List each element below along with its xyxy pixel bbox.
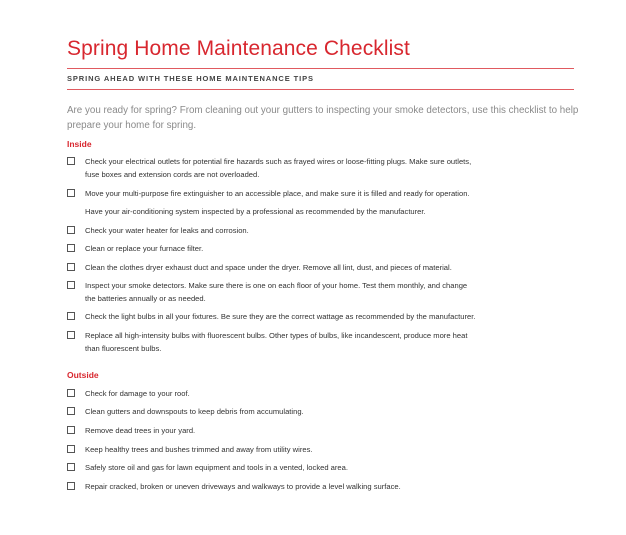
checkbox[interactable] — [67, 445, 75, 453]
inside-heading: Inside — [67, 139, 92, 149]
outside-heading: Outside — [67, 370, 99, 380]
page-title: Spring Home Maintenance Checklist — [67, 37, 410, 60]
checkbox[interactable] — [67, 426, 75, 434]
checkbox[interactable] — [67, 157, 75, 165]
item-text-line1: Check for damage to your roof. — [85, 389, 190, 398]
intro-paragraph: Are you ready for spring? From cleaning out your gutters to inspecting your smoke detectors, use this checklist to help prepare your home for spring. — [67, 105, 579, 131]
item-text-line1: Clean the clothes dryer exhaust duct and space under the dryer. Remove all lint, dust, and pieces of material. — [85, 263, 452, 272]
checkbox[interactable] — [67, 281, 75, 289]
checkbox[interactable] — [67, 312, 75, 320]
bottom-divider — [67, 89, 574, 90]
item-text-line2: Have your air-conditioning system inspected by a professional as recommended by the manufacturer. — [85, 207, 426, 216]
checkbox[interactable] — [67, 226, 75, 234]
checkbox[interactable] — [67, 389, 75, 397]
checkbox[interactable] — [67, 189, 75, 197]
checkbox[interactable] — [67, 482, 75, 490]
item-text-line1: Replace all high-intensity bulbs with fluorescent bulbs. Other types of bulbs, like incandescent, produce more heat — [85, 331, 468, 340]
item-text-line1: Safely store oil and gas for lawn equipment and tools in a vented, locked area. — [85, 463, 348, 472]
item-text-line1: Clean gutters and downspouts to keep debris from accumulating. — [85, 407, 304, 416]
item-text-line1: Keep healthy trees and bushes trimmed and away from utility wires. — [85, 445, 313, 454]
item-text-line2: the batteries annually or as needed. — [85, 294, 206, 303]
checkbox[interactable] — [67, 331, 75, 339]
item-text-line1: Check your water heater for leaks and corrosion. — [85, 226, 249, 235]
checkbox[interactable] — [67, 407, 75, 415]
item-text-line1: Move your multi-purpose fire extinguisher to an accessible place, and make sure it is filled and ready for operation. — [85, 189, 470, 198]
checkbox[interactable] — [67, 463, 75, 471]
item-text-line2: fuse boxes and extension cords are not overloaded. — [85, 170, 260, 179]
item-text-line1: Remove dead trees in your yard. — [85, 426, 196, 435]
item-text-line1: Clean or replace your furnace filter. — [85, 244, 204, 253]
top-divider — [67, 68, 574, 69]
item-text-line1: Repair cracked, broken or uneven driveways and walkways to provide a level walking surface. — [85, 482, 401, 491]
checkbox[interactable] — [67, 244, 75, 252]
checkbox[interactable] — [67, 263, 75, 271]
item-text-line1: Check your electrical outlets for potential fire hazards such as frayed wires or loose-fitting plugs. Make sure outlets, — [85, 157, 472, 166]
subtitle: SPRING AHEAD WITH THESE HOME MAINTENANCE TIPS — [67, 74, 314, 83]
item-text-line1: Inspect your smoke detectors. Make sure there is one on each floor of your home. Test them monthly, and change — [85, 281, 468, 290]
item-text-line2: than fluorescent bulbs. — [85, 344, 162, 353]
item-text-line1: Check the light bulbs in all your fixtures. Be sure they are the correct wattage as recommended by the manufacturer. — [85, 312, 476, 321]
